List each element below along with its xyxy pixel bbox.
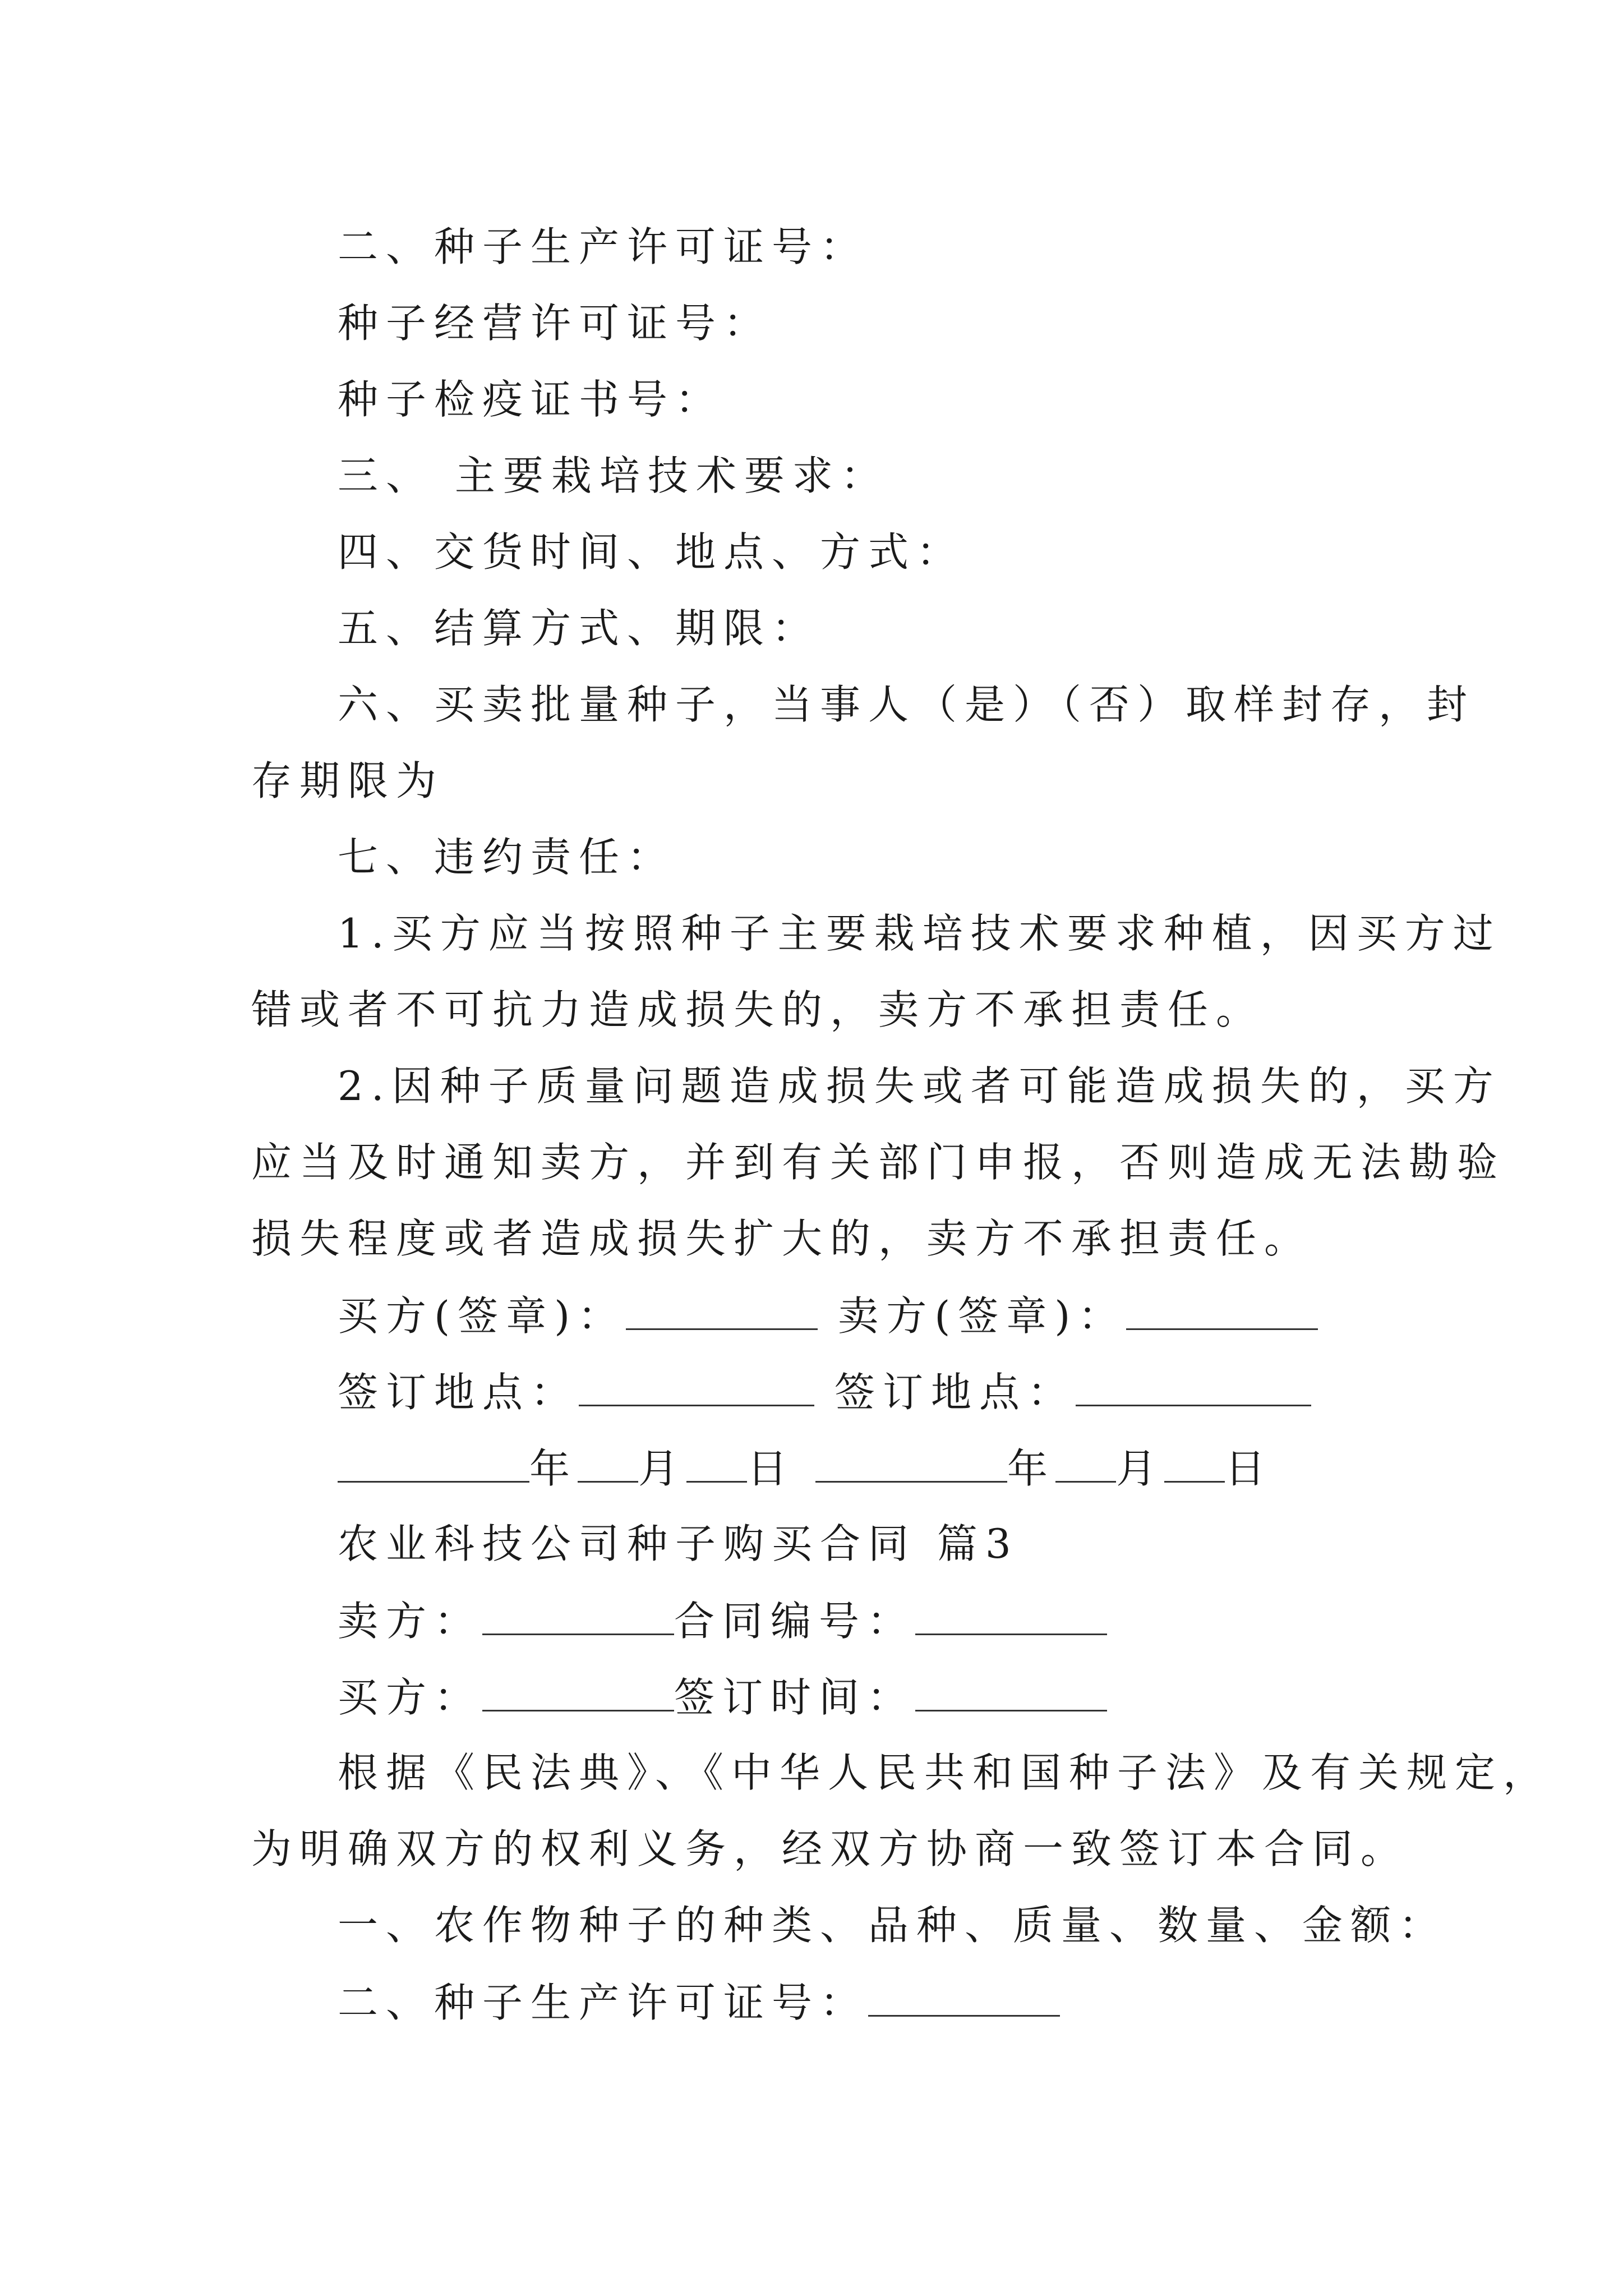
item-2-field[interactable] (868, 1981, 1060, 2017)
delivery-line: 四、交货时间、地点、方式： (338, 528, 965, 576)
month-label-1: 月 (638, 1445, 687, 1492)
sign-place-field-1[interactable] (579, 1371, 814, 1406)
sign-place-label-2: 签订地点： (834, 1369, 1076, 1416)
seller-sign-field[interactable] (1126, 1295, 1318, 1330)
settlement-line: 五、结算方式、期限： (338, 605, 820, 652)
quarantine-cert-line: 种子检疫证书号： (338, 376, 724, 423)
sampling-line-1: 六、买卖批量种子，当事人（是）（否）取样封存，封 (338, 681, 1476, 728)
signature-row (338, 1292, 1318, 1340)
sign-place-field-2[interactable] (1076, 1371, 1311, 1406)
cultivation-requirements-line: 三、 主要栽培技术要求： (338, 452, 889, 499)
sign-place-row (338, 1369, 1311, 1416)
month-field-1[interactable] (578, 1447, 638, 1483)
buyer-label: 买方： (338, 1674, 483, 1721)
liability-heading: 七、违约责任： (338, 834, 676, 881)
buyer-sign-label: 买方(签章)： (338, 1292, 626, 1340)
date-row (338, 1445, 1274, 1492)
section-3-title: 农业科技公司种子购买合同 篇3 (338, 1520, 1019, 1567)
production-license-line: 二、种子生产许可证号： (338, 223, 869, 270)
year-field-2[interactable] (815, 1447, 1007, 1483)
liability-item-1-line-2: 错或者不可抗力造成损失的，卖方不承担责任。 (251, 986, 1265, 1033)
item-1-line: 一、农作物种子的种类、品种、质量、数量、金额： (338, 1902, 1447, 1949)
day-label-2: 日 (1225, 1445, 1274, 1492)
sign-time-field[interactable] (915, 1676, 1107, 1711)
buyer-time-row (338, 1674, 1107, 1721)
seller-field[interactable] (482, 1600, 674, 1635)
liability-item-2-line-3: 损失程度或者造成损失扩大的，卖方不承担责任。 (251, 1215, 1313, 1262)
seller-sign-label: 卖方(签章)： (838, 1292, 1127, 1340)
item-2-row (338, 1979, 1060, 2026)
contract-number-label: 合同编号： (674, 1598, 916, 1645)
year-field-1[interactable] (338, 1447, 529, 1483)
preamble-line-1: 根据《民法典》、《中华人民共和国种子法》及有关规定， (338, 1749, 1552, 1796)
seller-contract-row (338, 1598, 1107, 1645)
liability-item-2-line-1: 2.因种子质量问题造成损失或者可能造成损失的，买方 (338, 1062, 1501, 1110)
contract-number-field[interactable] (915, 1600, 1107, 1635)
month-field-2[interactable] (1055, 1447, 1116, 1483)
day-label-1: 日 (747, 1445, 796, 1492)
sampling-line-2: 存期限为 (251, 757, 445, 804)
seller-label: 卖方： (338, 1598, 483, 1645)
buyer-sign-field[interactable] (626, 1295, 818, 1330)
year-label-2: 年 (1007, 1445, 1056, 1492)
preamble-line-2: 为明确双方的权利义务，经双方协商一致签订本合同。 (251, 1825, 1409, 1872)
liability-item-1-line-1: 1.买方应当按照种子主要栽培技术要求种植，因买方过 (338, 910, 1501, 957)
item-2-label: 二、种子生产许可证号： (338, 1979, 869, 2026)
sign-place-label-1: 签订地点： (338, 1369, 579, 1416)
day-field-2[interactable] (1164, 1447, 1225, 1483)
day-field-1[interactable] (686, 1447, 747, 1483)
sign-time-label: 签订时间： (674, 1674, 916, 1721)
liability-item-2-line-2: 应当及时通知卖方，并到有关部门申报，否则造成无法勘验 (251, 1139, 1506, 1186)
year-label-1: 年 (529, 1445, 578, 1492)
business-license-line: 种子经营许可证号： (338, 300, 772, 347)
month-label-2: 月 (1116, 1445, 1165, 1492)
buyer-field[interactable] (482, 1676, 674, 1711)
